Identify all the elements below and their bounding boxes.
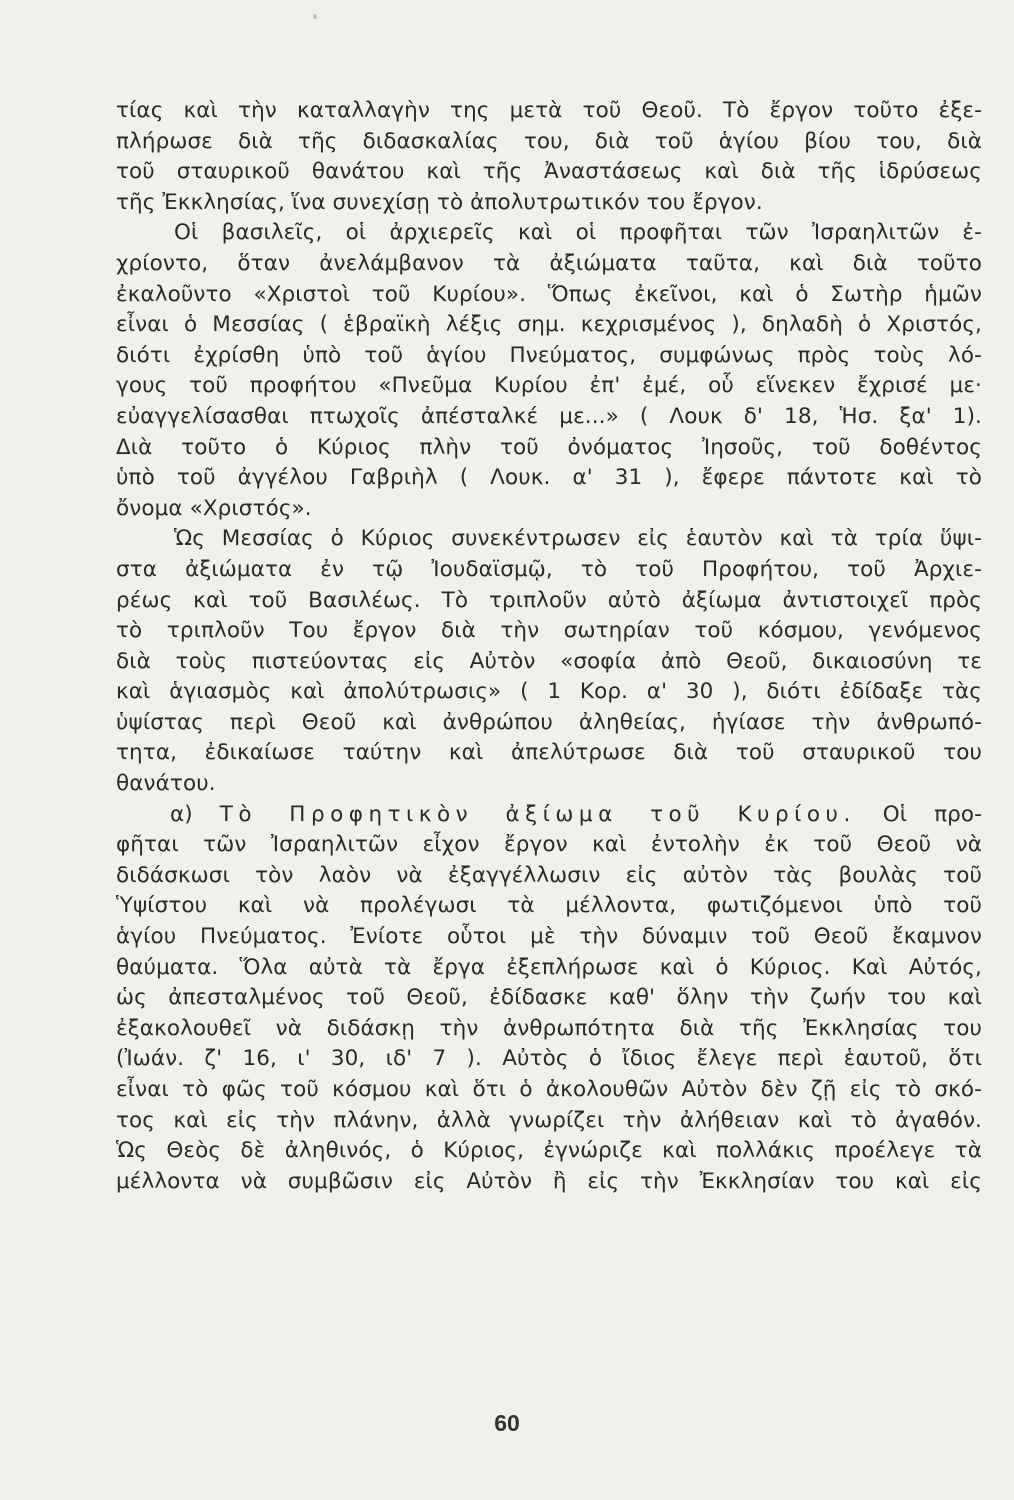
text-line: ὄνομα «Χριστός». bbox=[116, 495, 312, 521]
text-line: τίας καὶ τὴν καταλλαγὴν της μετὰ τοῦ Θεοῦ. Τὸ ἔργον τοῦτο ἐξε- bbox=[116, 98, 982, 123]
text-line: ἁγίου Πνεύματος. Ἐνίοτε οὗτοι μὲ τὴν δύναμιν τοῦ Θεοῦ ἔκαμνον bbox=[116, 924, 982, 950]
heading-continuation: Οἱ προ- bbox=[855, 801, 982, 827]
text-line: γους τοῦ προφήτου «Πνεῦμα Κυρίου ἐπ' ἐμέ, οὗ εἵνεκεν ἔχρισέ με· bbox=[116, 373, 982, 399]
text-line: ὡς ἀπεσταλμένος τοῦ Θεοῦ, ἐδίδασκε καθ' ὅλην τὴν ζωήν του καὶ bbox=[116, 985, 982, 1011]
text-line: (Ἰωάν. ζ' 16, ι' 30, ιδ' 7 ). Αὐτὸς ὁ ἴδιος ἔλεγε περὶ ἑαυτοῦ, ὅτι bbox=[116, 1046, 982, 1072]
text-line: Ὑψίστου καὶ νὰ προλέγωσι τὰ μέλλοντα, φωτιζόμενοι ὑπὸ τοῦ bbox=[116, 893, 982, 919]
text-line: τῆς Ἐκκλησίας, ἵνα συνεχίσῃ τὸ ἀπολυτρωτικόν του ἔργον. bbox=[116, 189, 763, 215]
text-line: στα ἀξιώματα ἐν τῷ Ἰουδαϊσμῷ, τὸ τοῦ Προφήτου, τοῦ Ἀρχιε- bbox=[116, 556, 982, 582]
text-line: Οἱ βασιλεῖς, οἱ ἀρχιερεῖς καὶ οἱ προφῆται τῶν Ἰσραηλιτῶν ἐ- bbox=[174, 220, 982, 246]
text-line: διδάσκωσι τὸν λαὸν νὰ ἐξαγγέλλωσιν εἰς αὐτὸν τὰς βουλὰς τοῦ bbox=[116, 862, 982, 888]
text-line: διότι ἐχρίσθη ὑπὸ τοῦ ἁγίου Πνεύματος, συμφώνως πρὸς τοὺς λό- bbox=[116, 342, 982, 368]
section-heading-line bbox=[116, 800, 982, 831]
text-line: χρίοντο, ὅταν ἀνελάμβανον τὰ ἀξιώματα ταῦτα, καὶ διὰ τοῦτο bbox=[116, 250, 982, 276]
text-line: πλήρωσε διὰ τῆς διδασκαλίας του, διὰ τοῦ ἁγίου βίου του, διὰ bbox=[116, 128, 982, 154]
text-line: ὑψίστας περὶ Θεοῦ καὶ ἀνθρώπου ἀληθείας, ἡγίασε τὴν ἀνθρωπό- bbox=[116, 709, 982, 735]
text-line: εἶναι τὸ φῶς τοῦ κόσμου καὶ ὅτι ὁ ἀκολουθῶν Αὐτὸν δὲν ζῇ εἰς τὸ σκό- bbox=[116, 1077, 982, 1102]
text-line: θανάτου. bbox=[116, 771, 216, 797]
text-line: ὑπὸ τοῦ ἀγγέλου Γαβριὴλ ( Λουκ. α' 31 ), ἔφερε πάντοτε καὶ τὸ bbox=[116, 465, 982, 491]
text-line: μέλλοντα νὰ συμβῶσιν εἰς Αὐτὸν ἢ εἰς τὴν Ἐκκλησίαν του καὶ εἰς bbox=[116, 1168, 982, 1194]
text-line: Ὡς Θεὸς δὲ ἀληθινός, ὁ Κύριος, ἐγνώριζε καὶ πολλάκις προέλεγε τὰ bbox=[116, 1138, 982, 1164]
paper-speck bbox=[313, 14, 317, 19]
text-line: τος καὶ εἰς τὴν πλάνην, ἀλλὰ γνωρίζει τὴν ἀλήθειαν καὶ τὸ ἀγαθόν. bbox=[116, 1107, 982, 1133]
section-letter: α) bbox=[170, 801, 220, 827]
text-line: τοῦ σταυρικοῦ θανάτου καὶ τῆς Ἀναστάσεως καὶ διὰ τῆς ἱδρύσεως bbox=[116, 159, 982, 185]
section-heading: Τὸ Προφητικὸν ἀξίωμα τοῦ Κυρίου. bbox=[219, 801, 856, 827]
text-line: εὐαγγελίσασθαι πτωχοῖς ἀπέσταλκέ με...» ( Λουκ δ' 18, Ἡσ. ξα' 1). bbox=[116, 403, 982, 429]
text-line: καὶ ἁγιασμὸς καὶ ἀπολύτρωσις» ( 1 Κορ. α' 30 ), διότι ἐδίδαξε τὰς bbox=[116, 679, 982, 705]
text-line: ἐκαλοῦντο «Χριστοὶ τοῦ Κυρίου». Ὅπως ἐκεῖνοι, καὶ ὁ Σωτὴρ ἡμῶν bbox=[116, 281, 982, 307]
page-number: 60 bbox=[494, 1410, 520, 1436]
text-line: τητα, ἐδικαίωσε ταύτην καὶ ἀπελύτρωσε διὰ τοῦ σταυρικοῦ του bbox=[116, 740, 982, 766]
text-line: ρέως καὶ τοῦ Βασιλέως. Τὸ τριπλοῦν αὐτὸ ἀξίωμα ἀντιστοιχεῖ πρὸς bbox=[116, 587, 982, 613]
text-line: διὰ τοὺς πιστεύοντας εἰς Αὐτὸν «σοφία ἀπὸ Θεοῦ, δικαιοσύνη τε bbox=[116, 648, 982, 674]
text-line: Ὡς Μεσσίας ὁ Κύριος συνεκέντρωσεν εἰς ἑαυτὸν καὶ τὰ τρία ὕψι- bbox=[174, 526, 982, 552]
body-text bbox=[116, 96, 982, 1197]
text-line: θαύματα. Ὅλα αὐτὰ τὰ ἔργα ἐξεπλήρωσε καὶ ὁ Κύριος. Καὶ Αὐτός, bbox=[116, 954, 982, 980]
text-line: φῆται τῶν Ἰσραηλιτῶν εἶχον ἔργον καὶ ἐντολὴν ἐκ τοῦ Θεοῦ νὰ bbox=[116, 832, 982, 858]
text-line: τὸ τριπλοῦν Του ἔργον διὰ τὴν σωτηρίαν τοῦ κόσμου, γενόμενος bbox=[116, 618, 982, 644]
text-line: εἶναι ὁ Μεσσίας ( ἑβραϊκὴ λέξις σημ. κεχρισμένος ), δηλαδὴ ὁ Χριστός, bbox=[116, 312, 982, 338]
text-line: Διὰ τοῦτο ὁ Κύριος πλὴν τοῦ ὀνόματος Ἰησοῦς, τοῦ δοθέντος bbox=[116, 434, 982, 460]
text-line: ἐξακολουθεῖ νὰ διδάσκῃ τὴν ἀνθρωπότητα διὰ τῆς Ἐκκλησίας του bbox=[116, 1015, 982, 1041]
